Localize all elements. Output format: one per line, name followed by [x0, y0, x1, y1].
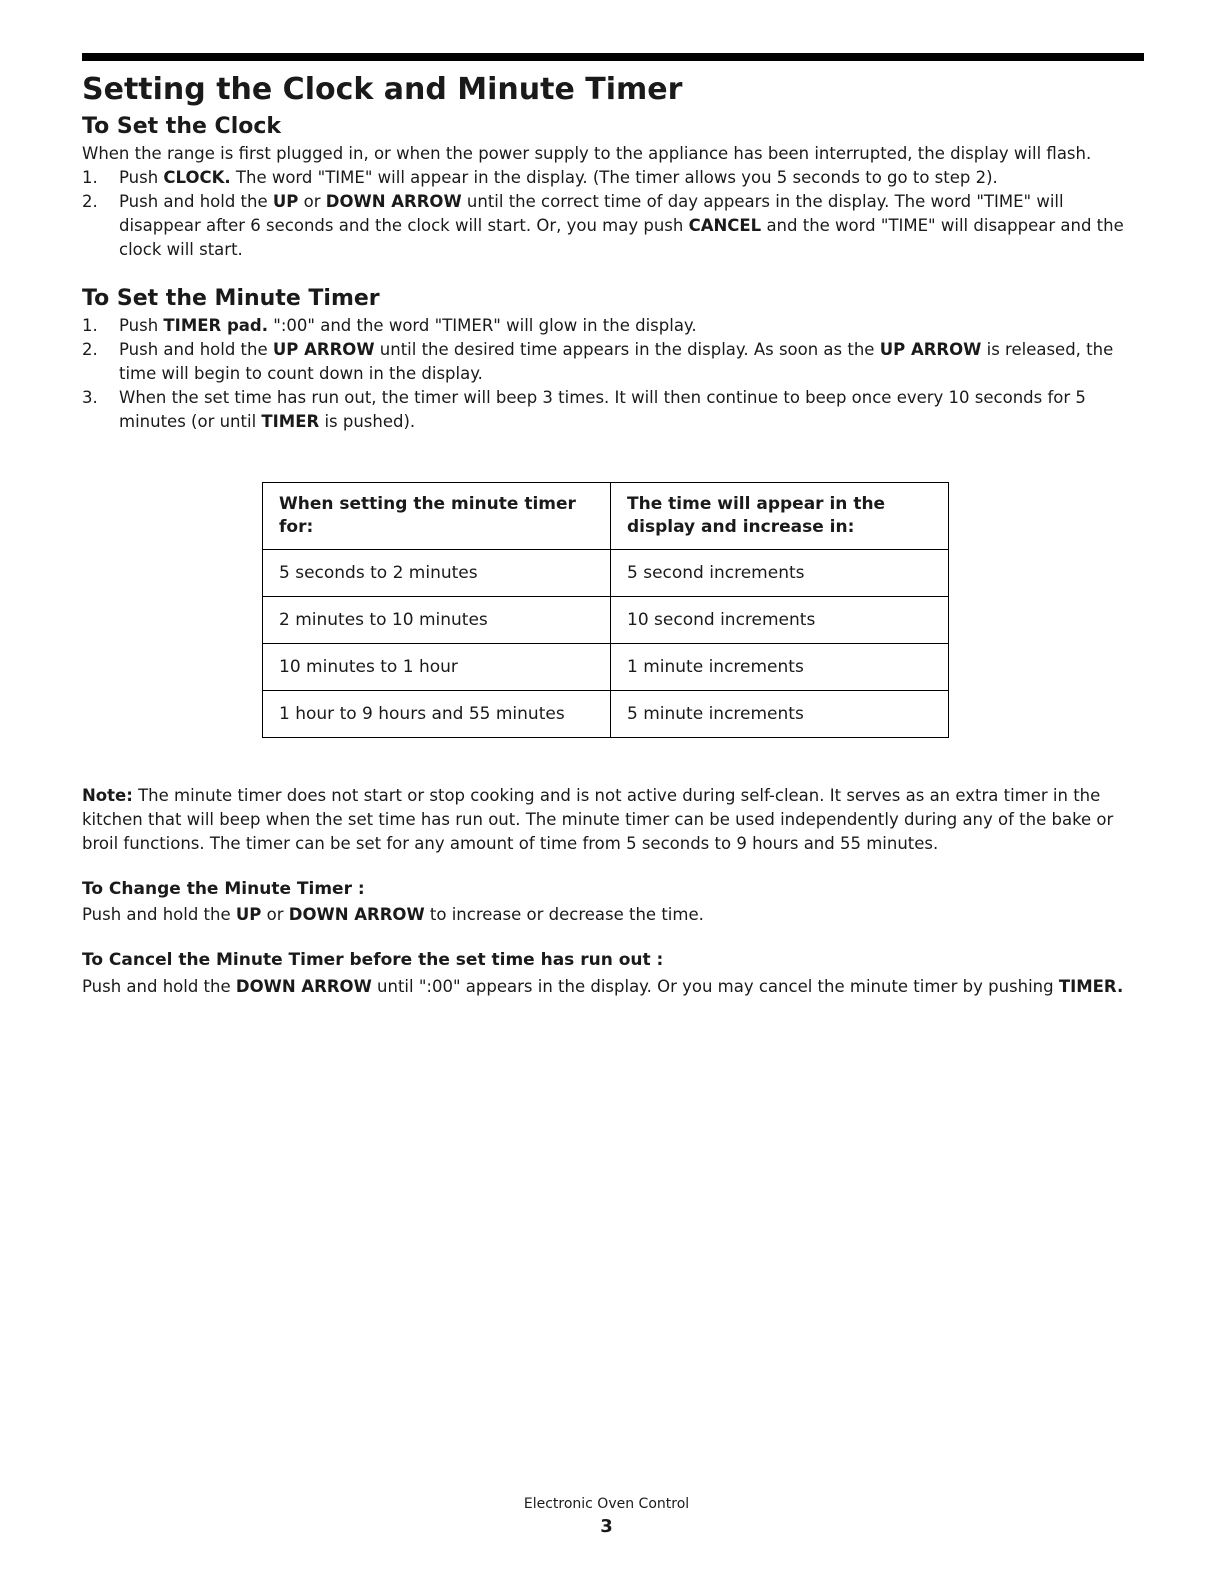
cancel-timer-text: Push and hold the DOWN ARROW until ":00" appears in the display. Or you may cancel the minute timer by pushing TIMER.	[82, 977, 1124, 996]
clock-step-2: Push and hold the UP or DOWN ARROW until the correct time of day appears in the display. The word "TIME" will disappear after 6 seconds and the clock will start. Or, you may push CANCEL and the word "TIME" will disappear and the clock will start.	[119, 192, 1124, 259]
timer-increments-table	[262, 482, 949, 738]
table-header-cell: When setting the minute timer for:	[263, 483, 611, 550]
top-rule	[82, 53, 1144, 61]
clock-step-1: Push CLOCK. The word "TIME" will appear in the display. (The timer allows you 5 seconds to go to step 2).	[119, 168, 998, 187]
table-cell: 2 minutes to 10 minutes	[263, 597, 611, 644]
table-cell: 1 hour to 9 hours and 55 minutes	[263, 691, 611, 738]
table-cell: 1 minute increments	[611, 644, 949, 691]
table-cell: 5 second increments	[611, 550, 949, 597]
cancel-timer-heading: To Cancel the Minute Timer before the set time has run out :	[82, 950, 664, 970]
clock-step-2-number: 2.	[82, 192, 98, 211]
timer-heading: To Set the Minute Timer	[82, 286, 380, 311]
note-paragraph: Note: The minute timer does not start or stop cooking and is not active during self-clean. It serves as an extra timer in the kitchen that will beep when the set time has run out. The minute timer can be used independently during any of the bake or broil functions. The timer can be set for any amount of time from 5 seconds to 9 hours and 55 minutes.	[82, 786, 1114, 853]
page-title: Setting the Clock and Minute Timer	[82, 72, 683, 107]
change-timer-heading: To Change the Minute Timer :	[82, 879, 365, 899]
table-cell: 5 seconds to 2 minutes	[263, 550, 611, 597]
footer-title: Electronic Oven Control	[523, 1496, 690, 1512]
timer-step-2: Push and hold the UP ARROW until the desired time appears in the display. As soon as the UP ARROW is released, the time will begin to count down in the display.	[119, 340, 1114, 383]
timer-step-3: When the set time has run out, the timer will beep 3 times. It will then continue to beep once every 10 seconds for 5 minutes (or until TIMER is pushed).	[119, 388, 1086, 431]
timer-step-1: Push TIMER pad. ":00" and the word "TIMER" will glow in the display.	[119, 316, 697, 335]
table-header-cell: The time will appear in the display and increase in:	[611, 483, 949, 550]
clock-intro: When the range is first plugged in, or when the power supply to the appliance has been interrupted, the display will flash.	[82, 144, 1092, 163]
table-cell: 10 minutes to 1 hour	[263, 644, 611, 691]
table-cell: 10 second increments	[611, 597, 949, 644]
table-row	[263, 644, 949, 691]
table-cell: 5 minute increments	[611, 691, 949, 738]
timer-step-3-number: 3.	[82, 388, 98, 407]
clock-step-1-number: 1.	[82, 168, 98, 187]
table-row	[263, 691, 949, 738]
page-number: 3	[600, 1516, 613, 1537]
table-row	[263, 550, 949, 597]
timer-step-2-number: 2.	[82, 340, 98, 359]
change-timer-text: Push and hold the UP or DOWN ARROW to increase or decrease the time.	[82, 905, 704, 924]
table-header-row	[263, 483, 949, 550]
clock-heading: To Set the Clock	[82, 114, 282, 139]
table-row	[263, 597, 949, 644]
timer-step-1-number: 1.	[82, 316, 98, 335]
